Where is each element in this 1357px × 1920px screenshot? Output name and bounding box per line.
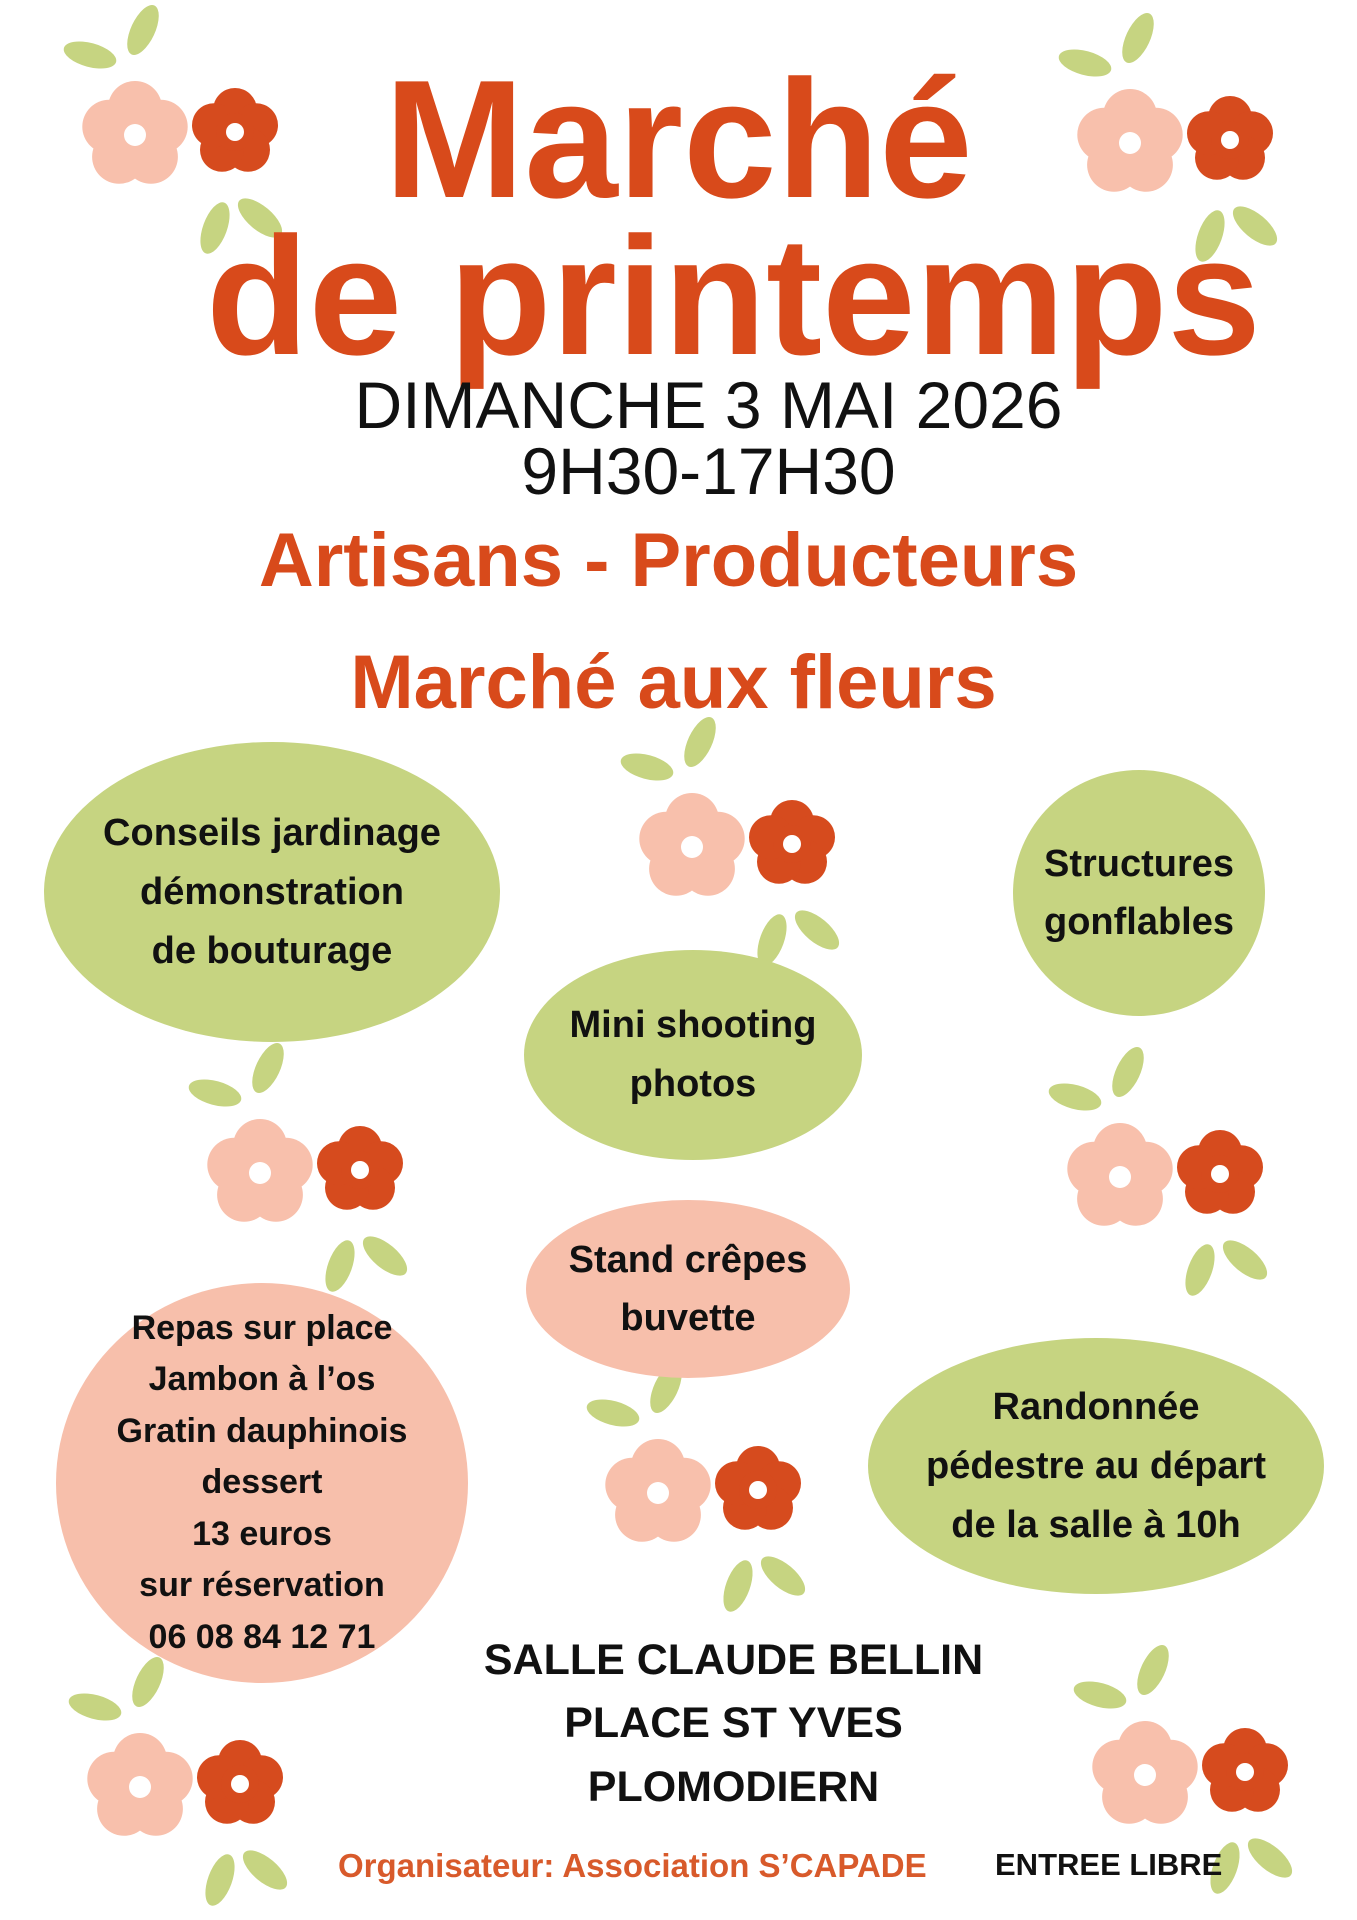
photoshoot-line: photos [629, 1063, 757, 1105]
hike-line: de la salle à 10h [951, 1503, 1241, 1546]
venue-square: PLACE ST YVES [564, 1699, 903, 1747]
free-entry-text: ENTREE LIBRE [995, 1847, 1223, 1882]
hike-line: pédestre au départ [926, 1444, 1266, 1487]
oval-meal [56, 1283, 468, 1683]
gardening-line: de bouturage [151, 929, 393, 972]
oval-inflatables [1013, 770, 1265, 1016]
gardening-line: Conseils jardinage [103, 811, 441, 854]
meal-line: 13 euros [192, 1514, 332, 1553]
flower-cluster-icon [186, 1038, 414, 1295]
venue-town: PLOMODIERN [587, 1763, 880, 1811]
subtitle-artisans: Artisans - Producteurs [258, 518, 1079, 603]
title-line-2: de printemps [206, 202, 1261, 390]
oval-gardening [44, 742, 500, 1042]
flower-cluster-icon [1046, 1042, 1274, 1299]
photoshoot-line: Mini shooting [569, 1004, 817, 1046]
oval-crepes [526, 1200, 850, 1378]
hike-line: Randonnée [992, 1385, 1200, 1428]
flower-cluster-icon [584, 1358, 812, 1615]
meal-phone: 06 08 84 12 71 [148, 1617, 376, 1656]
crepes-line: Stand crêpes [568, 1239, 808, 1281]
inflatables-line: Structures [1043, 843, 1235, 885]
meal-line: Jambon à l’os [148, 1360, 376, 1399]
gardening-line: démonstration [140, 870, 404, 913]
meal-line: dessert [201, 1463, 323, 1502]
meal-line: sur réservation [139, 1566, 385, 1605]
meal-line: Repas sur place [131, 1308, 393, 1347]
inflatables-line: gonflables [1043, 901, 1235, 943]
event-date: DIMANCHE 3 MAI 2026 [354, 368, 1063, 442]
crepes-line: buvette [620, 1297, 756, 1339]
event-time: 9H30-17H30 [521, 434, 896, 508]
flower-cluster-icon [618, 712, 846, 969]
oval-hike [868, 1338, 1324, 1594]
oval-photoshoot [524, 950, 862, 1160]
venue-hall: SALLE CLAUDE BELLIN [483, 1636, 984, 1684]
meal-line: Gratin dauphinois [116, 1411, 408, 1450]
organizer-text: Organisateur: Association S’CAPADE [338, 1847, 927, 1884]
title-line-1: Marché [384, 45, 973, 233]
subtitle-flower-market: Marché aux fleurs [350, 640, 997, 725]
